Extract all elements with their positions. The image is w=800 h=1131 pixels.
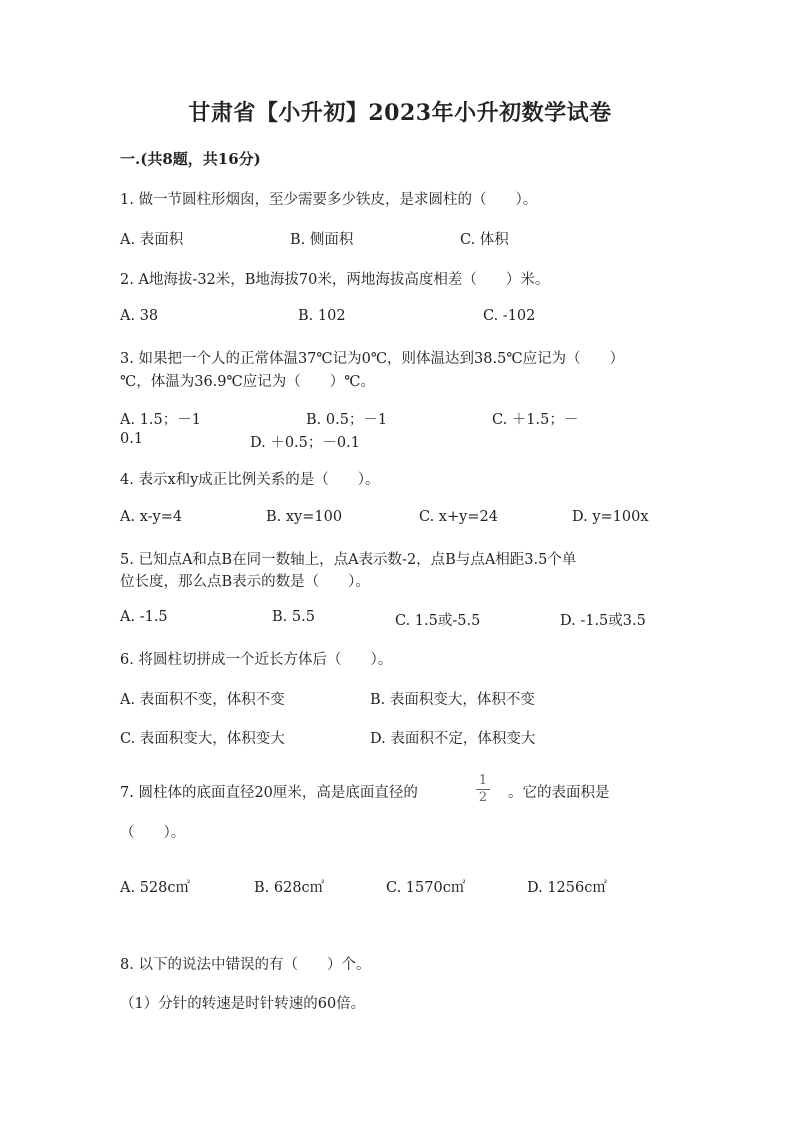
question-1-stem: 1. 做一节圆柱形烟囱，至少需要多少铁皮，是求圆柱的（ ）。 <box>120 192 538 208</box>
question-2-option-a: A. 38 <box>120 308 159 324</box>
fraction-denominator: 2 <box>478 790 488 805</box>
question-8-statement-1: （1）分针的转速是时针转速的60倍。 <box>120 996 366 1012</box>
question-7-option-a: A. 528c㎡ <box>120 880 190 896</box>
question-5-stem-line-2: 位长度，那么点B表示的数是（ ）。 <box>120 574 370 590</box>
question-7-stem-line-2: （ ）。 <box>120 825 186 841</box>
question-3-option-b: B. 0.5；－1 <box>306 412 388 428</box>
question-4-option-a: A. x-y=4 <box>120 509 183 525</box>
question-7-fraction <box>476 774 490 805</box>
question-4-option-c: C. x+y=24 <box>419 509 498 525</box>
question-1-option-c: C. 体积 <box>460 232 509 248</box>
question-3-option-c-continued: 0.1 <box>120 431 144 447</box>
question-5-option-a: A. -1.5 <box>120 609 168 625</box>
question-5-stem-line-1: 5. 已知点A和点B在同一数轴上，点A表示数-2，点B与点A相距3.5个单 <box>120 552 577 568</box>
question-1-option-b: B. 侧面积 <box>290 232 354 248</box>
question-7-option-c: C. 1570c㎡ <box>386 880 466 896</box>
question-5-option-d: D. -1.5或3.5 <box>560 613 646 629</box>
question-4-stem: 4. 表示x和y成正比例关系的是（ ）。 <box>120 472 380 488</box>
section-heading: 一.(共8题，共16分) <box>120 150 261 168</box>
question-4-option-b: B. xy=100 <box>266 509 343 525</box>
question-6-option-c: C. 表面积变大，体积变大 <box>120 731 285 747</box>
question-8-stem: 8. 以下的说法中错误的有（ ）个。 <box>120 957 371 973</box>
question-6-stem: 6. 将圆柱切拼成一个近长方体后（ ）。 <box>120 652 393 668</box>
question-5-option-b: B. 5.5 <box>272 609 315 625</box>
question-3-option-a: A. 1.5；－1 <box>120 412 201 428</box>
question-5-option-c: C. 1.5或-5.5 <box>395 613 481 629</box>
question-7-stem-part-2: 。它的表面积是 <box>508 785 610 801</box>
question-6-option-d: D. 表面积不定，体积变大 <box>370 731 536 747</box>
question-2-option-c: C. -102 <box>483 308 536 324</box>
question-2-stem: 2. A地海拔-32米，B地海拔70米，两地海拔高度相差（ ）米。 <box>120 272 550 288</box>
fraction-numerator: 1 <box>478 773 488 788</box>
question-3-option-c: C. ＋1.5；－ <box>492 412 579 428</box>
question-3-option-d: D. ＋0.5；－0.1 <box>250 435 360 451</box>
page-title: 甘肃省【小升初】2023年小升初数学试卷 <box>188 100 612 126</box>
question-7-option-b: B. 628c㎡ <box>254 880 325 896</box>
question-4-option-d: D. y=100x <box>572 509 649 525</box>
question-7-stem-part-1: 7. 圆柱体的底面直径20厘米，高是底面直径的 <box>120 785 418 801</box>
question-3-stem-line-2: ℃，体温为36.9℃应记为（ ）℃。 <box>120 374 375 390</box>
question-6-option-a: A. 表面积不变，体积不变 <box>120 692 285 708</box>
question-2-option-b: B. 102 <box>298 308 346 324</box>
question-1-option-a: A. 表面积 <box>120 232 184 248</box>
question-3-stem-line-1: 3. 如果把一个人的正常体温37℃记为0℃，则体温达到38.5℃应记为（ ） <box>120 351 625 367</box>
question-7-option-d: D. 1256c㎡ <box>527 880 607 896</box>
question-6-option-b: B. 表面积变大，体积不变 <box>370 692 535 708</box>
